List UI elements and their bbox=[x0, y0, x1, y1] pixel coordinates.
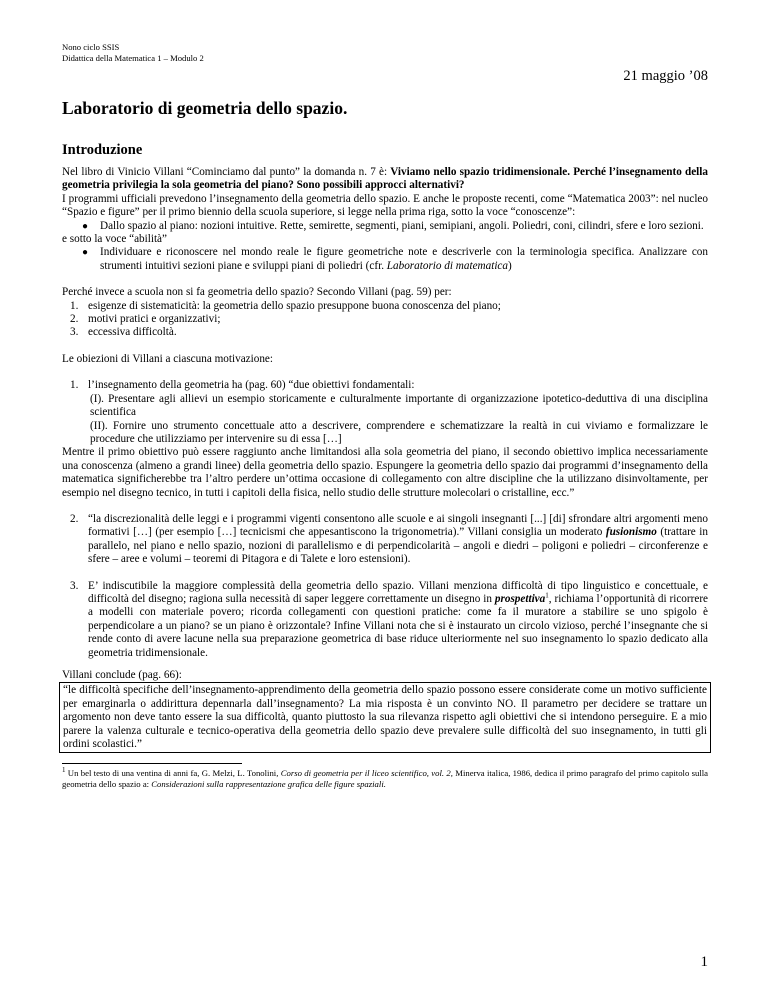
paragraph-why: Perché invece a scuola non si fa geometria dello spazio? Secondo Villani (pag. 59) per: bbox=[62, 286, 452, 299]
question-text: Viviamo nello spazio tridimensionale. Perché l’insegnamento della geometria privilegia la sola geometria del piano? Sono possibili approcci alternativi? bbox=[62, 166, 708, 192]
bullet-abilita: ● Individuare e riconoscere nel mondo reale le figure geometriche note e descriverle con la terminologia specifica. Analizzare con strumenti intuitivi sezioni piane e sviluppi piani di poliedri (cfr. Laboratorio di matematica) bbox=[82, 246, 708, 272]
reason-item: 2. motivi pratici e organizzativi; bbox=[70, 313, 221, 326]
paragraph-objections: Le obiezioni di Villani a ciascuna motivazione: bbox=[62, 352, 273, 365]
objection-1-point-ii: (II). Fornire uno strumento concettuale atto a descrivere, comprendere e schematizzare la realtà in cui viviamo e formalizzare le procedure che utilizziamo per intervenire su di essa […] bbox=[90, 419, 708, 445]
date: 21 maggio ’08 bbox=[623, 68, 708, 84]
footnote-divider bbox=[62, 763, 242, 764]
body-text bbox=[62, 166, 708, 790]
section-heading: Introduzione bbox=[62, 142, 143, 158]
objection-1: 1. l’insegnamento della geometria ha (pag. 60) “due obiettivi fondamentali: bbox=[70, 379, 415, 392]
page-title: Laboratorio di geometria dello spazio. bbox=[62, 98, 348, 118]
header-module: Didattica della Matematica 1 – Modulo 2 bbox=[62, 52, 204, 63]
objection-1-point-i: (I). Presentare agli allievi un esempio storicamente e culturalmente importante di organizzazione ipotetico-deduttiva di una disciplina scientifica bbox=[90, 392, 708, 419]
header-course: Nono ciclo SSIS bbox=[62, 42, 120, 52]
reason-item: 1. esigenze di sistematicità: la geometria dello spazio presuppone buona conoscenza del piano; bbox=[70, 299, 501, 312]
running-header bbox=[62, 42, 204, 63]
footnote-ref: 1 bbox=[545, 591, 549, 600]
footnote: $^1$ Un bel testo di una ventina di anni fa, G. Melzi, L. Tonolini, Corso di geometria per il liceo scientifico, vol. 2, Minerva italica, 1986, dedica il primo paragrafo del primo capitolo sulla geometria dello spazio a: Considerazioni sulla rappresentazione grafica delle figure spaziali. bbox=[62, 766, 709, 790]
objection-1-continuation: Mentre il primo obiettivo può essere raggiunto anche limitandosi alla sola geometria del piano, il secondo obiettivo implica necessariamente una conoscenza (almeno a grandi linee) della geometria dello spazio. Espungere la geometria dello spazio dai programmi d’insegnamento della matematica significherebbe tra l’altro perdere un’ottima occasione di collegamento con altre discipline che la utilizzano disinvoltamente, per esempio nel disegno tecnico, in tutti i capitoli della fisica, nello studio delle strutture molecolari o cristalline, ecc.” bbox=[62, 446, 708, 499]
bullet-conoscenze: ● Dallo spazio al piano: nozioni intuitive. Rette, semirette, segmenti, piani, semipiani, angoli. Poliedri, coni, cilindri, sfere e loro sezioni. bbox=[82, 219, 704, 232]
reason-item: 3. eccessiva difficoltà. bbox=[70, 326, 177, 339]
paragraph-programs: I programmi ufficiali prevedono l’insegnamento della geometria dello spazio. E anche le proposte recenti, come “Matematica 2003”: nel nucleo “Spazio e figure” per il primo biennio della scuola superiore, si legge nella prima riga, sotto la voce “conoscenze”: bbox=[62, 192, 708, 219]
quote-box bbox=[59, 682, 711, 753]
paragraph-abilita: e sotto la voce “abilità” bbox=[62, 233, 167, 246]
page-number: 1 bbox=[700, 954, 708, 970]
bullet-icon: ● bbox=[82, 247, 89, 259]
objection-3: 3. E’ indiscutibile la maggiore complessità della geometria dello spazio. Villani menziona difficoltà di tipo linguistico e concettuale, e difficoltà del disegno; ragiona sulla necessità di saper leggere correttamente un disegno in prospettiva$^1$, richiama l’opportunità di ricorrere a modelli con materiale povero; ricorda collegamenti con questioni pratiche: come fa il muratore a stabilire se uno spigolo è perpendicolare a un piano? se un piano è orizzontale? Infine Villani nota che si è instaurato un circolo vizioso, perché l’insegnante che si rende conto di avere lacune nella sua preparazione geometrica di base riduce ulteriormente nel suo insegnamento lo spazio dedicato alla geometria tridimensionale. bbox=[70, 579, 709, 659]
paragraph-conclusion: Villani conclude (pag. 66): bbox=[62, 669, 182, 681]
quote-text: “le difficoltà specifiche dell’insegnamento-apprendimento della geometria dello spazio possono essere considerate come un motivo sufficiente per emarginarla o addirittura depennarla dall’insegnamento? La mia risposta è un convinto NO. Il parametro per decidere se trattare un argomento non deve tanto essere la sua difficoltà, quanto piuttosto la sua rilevanza rispetto agli obiettivi che si intendono perseguire. E a mio parere la valenza culturale e tecnico-operativa della geometria dello spazio deve prevalere sulle difficoltà del suo insegnamento, in tutti gli ordini scolastici.” bbox=[63, 684, 707, 751]
paragraph-question: Nel libro di Vinicio Villani “Cominciamo dal punto” la domanda n. 7 è: Viviamo nello spazio tridimensionale. Perché l’insegnamento della geometria privilegia la sola geometria del piano? Sono possibili approcci alternativi? bbox=[62, 166, 708, 192]
objection-2: 2. “la discrezionalità delle leggi e i programmi vigenti consentono alle scuole e ai singoli insegnanti [...] [di] sfrondare altri argomenti meno formativi […] (per esempio […] tecnicismi che appesantiscono la trigonometria).” Villani consiglia un moderato fusionismo (trattare in parallelo, nel piano e nello spazio, nozioni di parallelismo e di perpendicolarità – angoli e diedri – poligoni e poliedri – circonferenze e sfere – aree e volumi – teoremi di Pitagora e di Talete e loro estensioni). bbox=[70, 512, 708, 566]
bullet-icon: ● bbox=[82, 220, 89, 232]
